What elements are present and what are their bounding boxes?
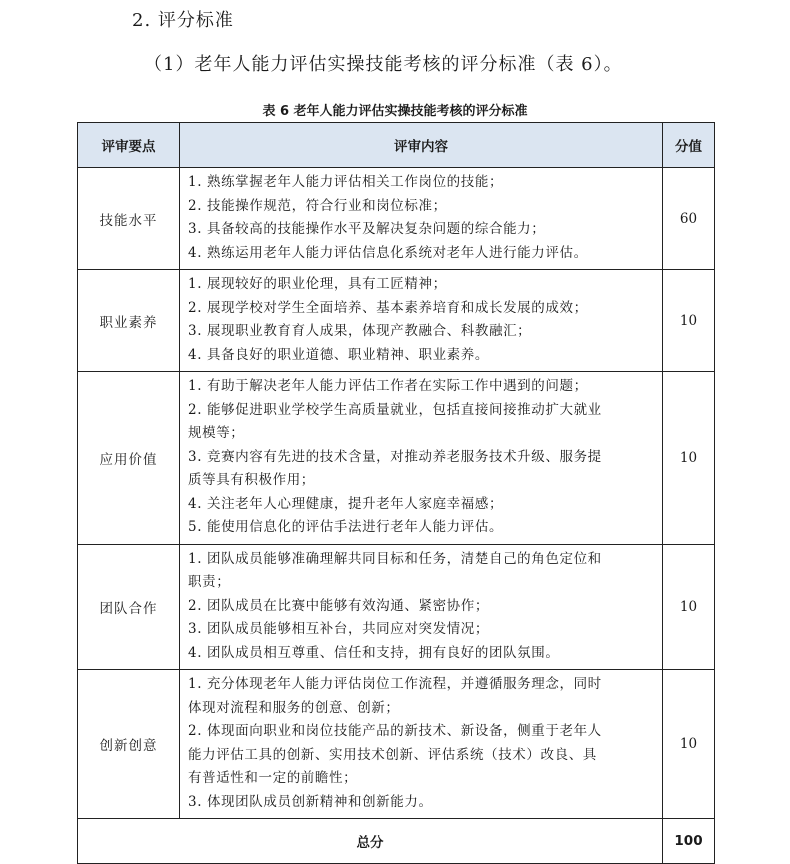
content-line: 职责； [188,574,231,590]
content-line: 4. 关注老年人心理健康，提升老年人家庭幸福感； [188,495,504,512]
row-content [180,670,663,819]
row-score: 10 [663,670,715,819]
row-score: 10 [663,544,715,670]
total-label: 总分 [78,819,663,864]
content-line: 1. 团队成员能够准确理解共同目标和任务，清楚自己的角色定位和 [188,550,602,567]
row-content [180,544,663,670]
content-line: 2. 技能操作规范，符合行业和岗位标准； [188,197,447,214]
content-line: 3. 团队成员能够相互补台，共同应对突发情况； [188,621,489,637]
content-line: 4. 熟练运用老年人能力评估信息化系统对老年人进行能力评估。 [188,244,588,261]
header-content: 评审内容 [180,123,663,168]
table-row-application-value [78,372,715,545]
content-line: 体现对流程和服务的创意、创新； [188,699,400,716]
content-line: 规模等； [188,425,245,441]
content-line: 质等具有积极作用； [188,472,315,488]
table-row-professionalism [78,270,715,372]
content-line: 2. 能够促进职业学校学生高质量就业，包括直接间接推动扩大就业 [188,401,602,418]
content-line: 3. 展现职业教育育人成果，体现产教融合、科教融汇； [188,323,532,339]
row-category: 技能水平 [78,168,180,270]
content-line: 2. 体现面向职业和岗位技能产品的新技术、新设备，侧重于老年人 [188,723,602,739]
table-row-skill-level [78,168,715,270]
content-line: 1. 熟练掌握老年人能力评估相关工作岗位的技能； [188,174,504,190]
content-line: 3. 具备较高的技能操作水平及解决复杂问题的综合能力； [188,221,546,237]
content-line: 1. 展现较好的职业伦理，具有工匠精神； [188,276,447,292]
content-line: 2. 团队成员在比赛中能够有效沟通、紧密协作； [188,597,489,614]
content-line: 4. 团队成员相互尊重、信任和支持，拥有良好的团队氛围。 [188,644,560,661]
table-total-row [78,819,715,864]
row-category: 团队合作 [78,544,180,670]
row-category: 职业素养 [78,270,180,372]
row-content [180,372,663,545]
content-line: 有普适性和一定的前瞻性； [188,770,358,786]
table-caption: 表 6 老年人能力评估实操技能考核的评分标准 [262,104,528,119]
scoring-table [77,122,715,864]
total-score: 100 [663,819,715,864]
content-line: 1. 有助于解决老年人能力评估工作者在实际工作中遇到的问题； [188,378,588,394]
header-score: 分值 [663,123,715,168]
row-category: 创新创意 [78,670,180,819]
row-content [180,168,663,270]
header-category: 评审要点 [78,123,180,168]
content-line: 2. 展现学校对学生全面培养、基本素养培育和成长发展的成效； [188,299,588,316]
content-line: 3. 竞赛内容有先进的技术含量，对推动养老服务技术升级、服务提 [188,448,602,465]
content-line: 3. 体现团队成员创新精神和创新能力。 [188,793,433,810]
table-row-teamwork [78,544,715,670]
content-line: 1. 充分体现老年人能力评估岗位工作流程，并遵循服务理念，同时 [188,676,602,692]
row-category: 应用价值 [78,372,180,545]
content-line: 4. 具备良好的职业道德、职业精神、职业素养。 [188,346,489,363]
row-score: 10 [663,270,715,372]
section-heading: 2. 评分标准 [132,10,234,31]
content-line: 5. 能使用信息化的评估手法进行老年人能力评估。 [188,519,504,535]
table-header-row [78,123,715,168]
table-row-innovation [78,670,715,819]
row-score: 60 [663,168,715,270]
row-content [180,270,663,372]
row-score: 10 [663,372,715,545]
content-line: 能力评估工具的创新、实用技术创新、评估系统（技术）改良、具 [188,746,597,763]
subheading: （1）老年人能力评估实操技能考核的评分标准（表 6）。 [144,54,623,75]
